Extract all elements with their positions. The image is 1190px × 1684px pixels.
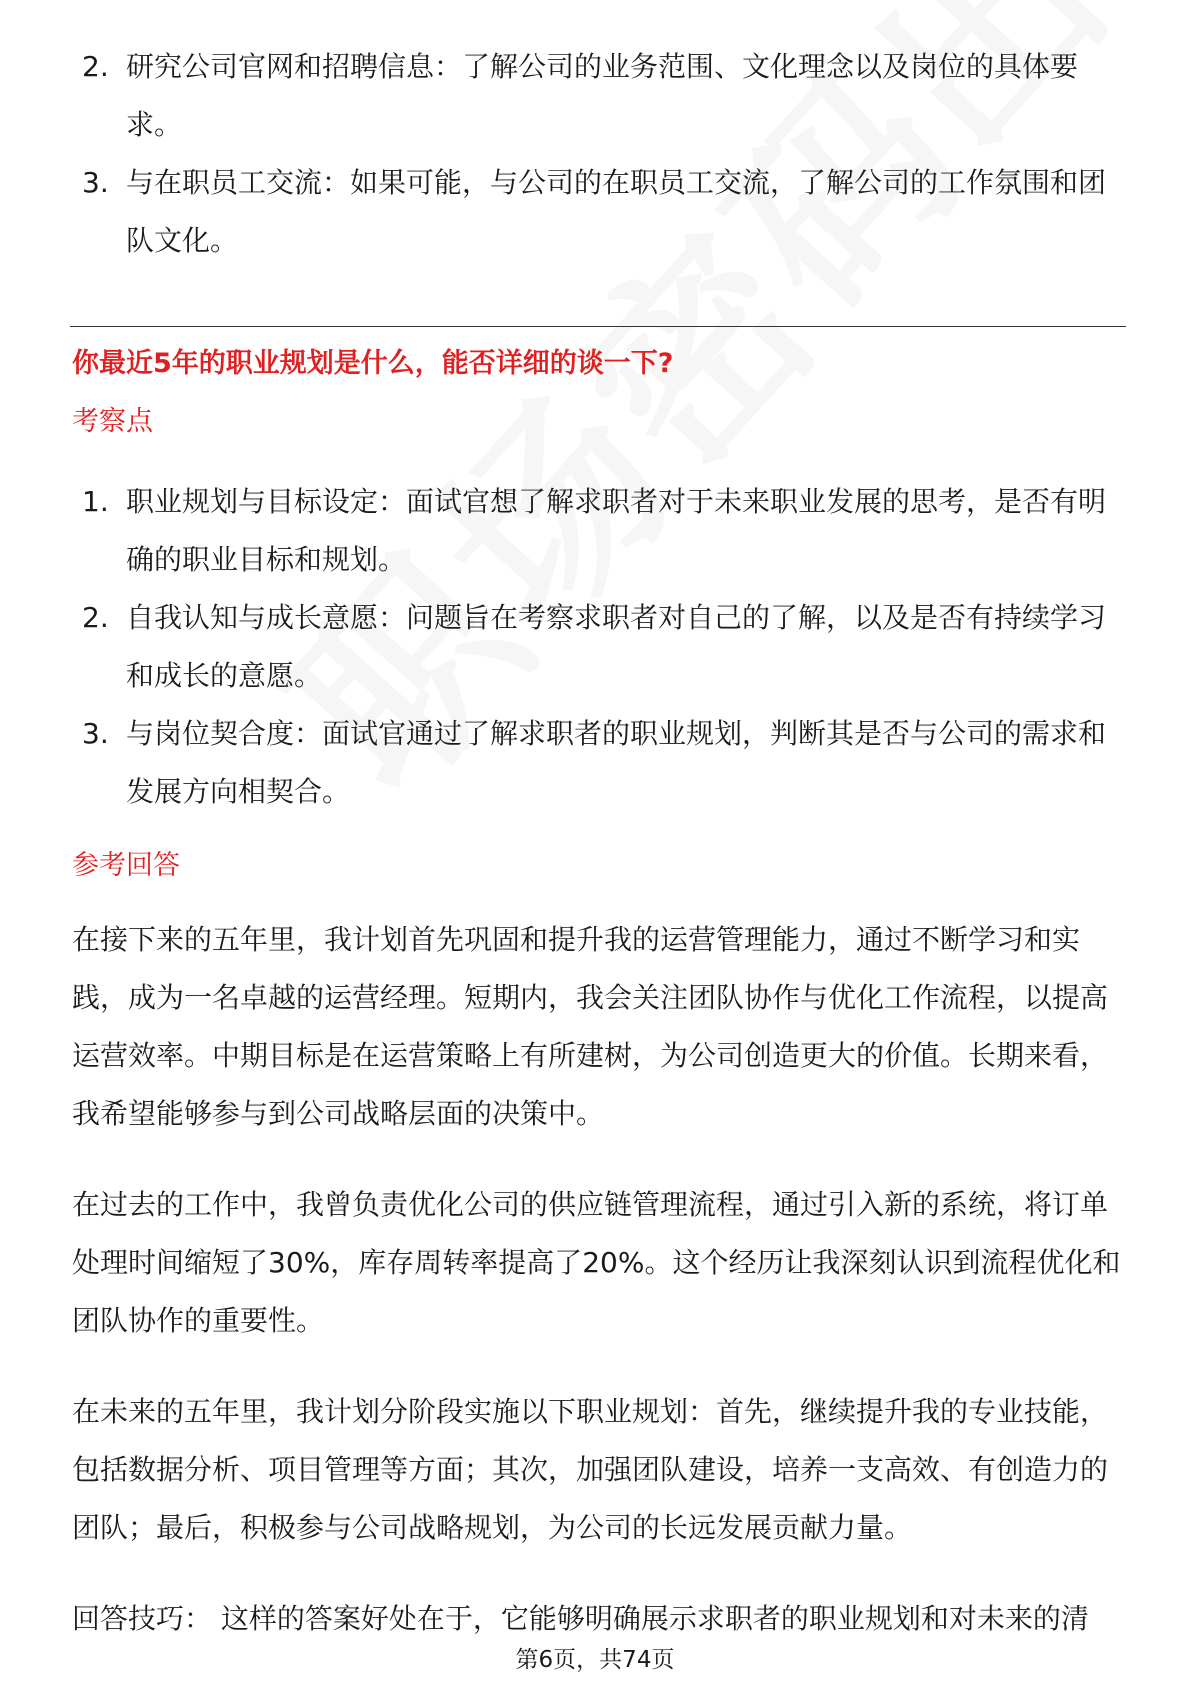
list-text: 与在职员工交流：如果可能，与公司的在职员工交流，了解公司的工作氛围和团队文化。 — [126, 166, 1107, 257]
page-number: 第6页，共74页 — [515, 1647, 675, 1673]
list-text: 研究公司官网和招聘信息：了解公司的业务范围、文化理念以及岗位的具体要求。 — [126, 50, 1079, 141]
list-text: 自我认知与成长意愿：问题旨在考察求职者对自己的了解，以及是否有持续学习和成长的意愿。 — [126, 601, 1107, 692]
list-item — [0, 154, 1116, 270]
section-divider — [70, 326, 1126, 327]
answer-heading: 参考回答 — [72, 850, 180, 881]
answer-paragraph: 在过去的工作中，我曾负责优化公司的供应链管理流程，通过引入新的系统，将订单处理时间缩短了30%，库存周转率提高了20%。这个经历让我深刻认识到流程优化和团队协作的重要性。 — [72, 1188, 1121, 1337]
list-text: 与岗位契合度：面试官通过了解求职者的职业规划，判断其是否与公司的需求和发展方向相契合。 — [126, 717, 1107, 808]
focus-list — [0, 473, 1116, 821]
list-number: 1. — [82, 485, 109, 518]
top-list — [0, 38, 1116, 270]
answer-tip: 回答技巧： 这样的答案好处在于，它能够明确展示求职者的职业规划和对未来的清 — [72, 1602, 1089, 1635]
focus-heading: 考察点 — [72, 406, 153, 437]
list-text: 职业规划与目标设定：面试官想了解求职者对于未来职业发展的思考，是否有明确的职业目标和规划。 — [126, 485, 1107, 576]
list-item — [0, 589, 1116, 705]
list-item — [0, 473, 1116, 589]
list-number: 2. — [82, 50, 109, 83]
question-title: 你最近5年的职业规划是什么，能否详细的谈一下? — [72, 348, 674, 379]
answer-paragraph: 在接下来的五年里，我计划首先巩固和提升我的运营管理能力，通过不断学习和实践，成为一名卓越的运营经理。短期内，我会关注团队协作与优化工作流程，以提高运营效率。中期目标是在运营策略上有所建树，为公司创造更大的价值。长期来看，我希望能够参与到公司战略层面的决策中。 — [72, 923, 1109, 1130]
answer-paragraph: 在未来的五年里，我计划分阶段实施以下职业规划：首先，继续提升我的专业技能，包括数据分析、项目管理等方面；其次，加强团队建设，培养一支高效、有创造力的团队；最后，积极参与公司战略规划，为公司的长远发展贡献力量。 — [72, 1395, 1109, 1544]
list-item — [0, 38, 1116, 154]
list-number: 3. — [82, 166, 109, 199]
list-item — [0, 705, 1116, 821]
list-number: 3. — [82, 717, 109, 750]
list-number: 2. — [82, 601, 109, 634]
